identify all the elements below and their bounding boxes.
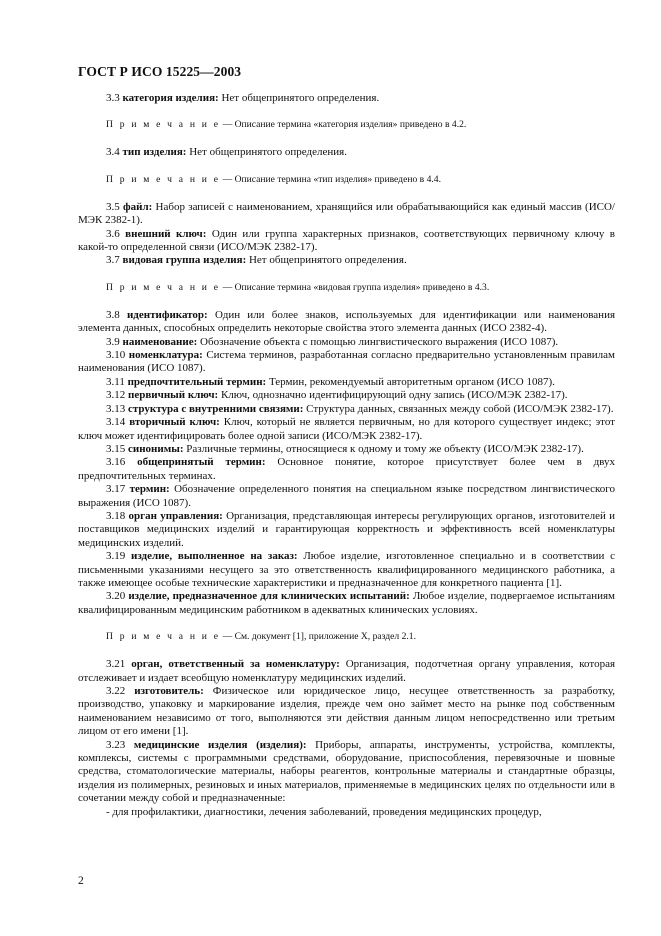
- term-text: Обозначение определенного понятия на специальном языке посредством лингвистического выражения (ИСО 1087).: [78, 483, 616, 509]
- term-number: 3.8: [106, 308, 120, 321]
- term-definition: [78, 389, 615, 402]
- term-name: вторичный ключ:: [129, 416, 220, 429]
- note-label: П р и м е ч а н и е: [106, 173, 221, 185]
- term-number: 3.16: [106, 456, 126, 469]
- term-number: 3.17: [106, 483, 126, 496]
- term-text: Приборы, аппараты, инструменты, устройства, комплекты, комплексы, системы с программными средствами, оборудование, приспособления, перевязочные и шовные средства, стоматологические материалы, наборы реагентов, контрольные материалы и стандартные образцы, изделия из полимерных, резиновых и иных материалов, применяемые в медицинских целях по отдельности или в сочетании между собой и предназначенные:: [78, 738, 616, 805]
- term-definition: [78, 403, 615, 416]
- term-text: Ключ, который не является первичным, но для которого существует индекс; этот ключ может идентифицировать более одной записи (ИСО/МЭК 2382-17).: [78, 416, 615, 442]
- term-definition: [78, 658, 615, 685]
- term-name: тип изделия:: [122, 146, 187, 159]
- term-number: 3.21: [106, 658, 126, 671]
- term-definition: [78, 510, 615, 550]
- note-label: П р и м е ч а н и е: [106, 281, 221, 293]
- term-name: синонимы:: [128, 442, 184, 455]
- term-name: видовая группа изделия:: [122, 254, 247, 267]
- term-text: Набор записей с наименованием, хранящийся или обрабатывающийся как единый массив (ИСО/МЭК 2382-1).: [78, 200, 615, 227]
- term-definition: [78, 376, 615, 389]
- term-text: Различные термины, относящиеся к одному и тому же объекту (ИСО/МЭК 2382-17).: [186, 442, 584, 455]
- term-number: 3.22: [106, 685, 126, 697]
- term-definition: [78, 590, 615, 617]
- term-definition: [78, 336, 615, 349]
- note: [78, 119, 615, 131]
- term-text: Один или группа характерных признаков, соответствующих первичному ключу в какой-то определенной связи (ИСО/МЭК 2382-17).: [78, 227, 615, 254]
- term-definition: [78, 228, 615, 255]
- term-text: Нет общепринятого определения.: [221, 92, 380, 104]
- term-number: 3.11: [106, 375, 125, 388]
- note-text: — См. документ [1], приложение X, раздел 2.1.: [222, 631, 416, 643]
- term-text: Организация, подотчетная органу управления, которая отслеживает и издает всеобщую номенклатуру медицинских изделий.: [78, 658, 616, 684]
- term-number: 3.7: [106, 254, 120, 267]
- term-name: медицинские изделия (изделия):: [133, 738, 307, 751]
- term-name: наименование:: [122, 335, 198, 348]
- term-definition: [78, 483, 615, 510]
- term-name: номенклатура:: [128, 349, 203, 362]
- list-item: - для профилактики, диагностики, лечения заболеваний, проведения медицинских процедур,: [106, 805, 542, 818]
- term-name: орган управления:: [128, 509, 223, 522]
- term-name: первичный ключ:: [128, 389, 219, 402]
- term-name: структура с внутренними связями:: [128, 402, 304, 415]
- term-definition: [78, 739, 615, 806]
- term-definition: [78, 254, 615, 267]
- note-text: — Описание термина «тип изделия» приведено в 4.4.: [222, 173, 441, 185]
- term-definition: [78, 685, 615, 739]
- note: [78, 631, 615, 643]
- term-number: 3.14: [106, 416, 126, 429]
- term-text: Один или более знаков, используемых для идентификации или наименования элемента данных, способных определить некоторые свойства этого элемента данных (ИСО 2382-4).: [78, 308, 616, 335]
- term-definition: [78, 456, 615, 483]
- note-text: — Описание термина «видовая группа изделия» приведено в 4.3.: [222, 281, 490, 293]
- term-number: 3.6: [106, 227, 120, 240]
- term-text: Любое изделие, изготовленное специально и в соответствии с письменными указаниями несущего за это ответственность квалифицированного медицинского работника, а также имеющее особые технические характеристики и предназначенное для конкретного пациента [1].: [78, 550, 615, 589]
- term-definition: [78, 349, 615, 376]
- note: [78, 174, 615, 186]
- term-definition: [78, 416, 615, 443]
- document-body: [78, 92, 615, 819]
- term-number: 3.5: [106, 200, 120, 213]
- term-definition: [78, 443, 615, 456]
- term-text: Нет общепринятого определения.: [248, 254, 407, 267]
- term-name: изделие, предназначенное для клинических испытаний:: [128, 590, 410, 603]
- term-definition: [78, 309, 615, 336]
- term-definition: [78, 201, 615, 228]
- term-name: термин:: [129, 483, 170, 496]
- term-number: 3.4: [106, 146, 120, 159]
- term-name: общепринятый термин:: [137, 456, 266, 469]
- term-text: Ключ, однозначно идентифицирующий одну запись (ИСО/МЭК 2382-17).: [220, 389, 568, 402]
- term-definition: [78, 146, 615, 159]
- term-text: Основное понятие, которое присутствует более чем в двух предпочтительных терминах.: [78, 456, 616, 482]
- term-definition: [78, 550, 615, 590]
- term-name: орган, ответственный за номенклатуру:: [131, 658, 340, 671]
- term-number: 3.12: [106, 389, 126, 402]
- term-text: Организация, представляющая интересы регулирующих органов, изготовителей и поставщиков медицинских изделий и гарантирующая корректность и эффективность всей номенклатуры медицинских изделий.: [78, 509, 615, 549]
- note-label: П р и м е ч а н и е: [106, 631, 221, 643]
- term-name: внешний ключ:: [125, 227, 207, 240]
- note: [78, 282, 615, 294]
- term-number: 3.15: [106, 442, 126, 455]
- term-text: Любое изделие, подвергаемое испытаниям квалифицированным медицинским работником в адекватных клинических условиях.: [78, 590, 616, 616]
- term-name: файл:: [123, 200, 153, 213]
- term-number: 3.20: [106, 590, 126, 603]
- term-name: идентификатор:: [126, 308, 208, 321]
- document-header: ГОСТ Р ИСО 15225—2003: [78, 64, 242, 79]
- term-text: Структура данных, связанных между собой (ИСО/МЭК 2382-17).: [306, 402, 614, 415]
- term-text: Обозначение объекта с помощью лингвистического выражения (ИСО 1087).: [200, 335, 559, 348]
- term-number: 3.19: [106, 550, 126, 563]
- term-number: 3.18: [106, 509, 126, 522]
- term-name: изготовитель:: [134, 685, 204, 697]
- term-number: 3.23: [106, 738, 126, 751]
- term-text: Термин, рекомендуемый авторитетным органом (ИСО 1087).: [268, 375, 555, 388]
- term-number: 3.13: [106, 402, 126, 415]
- term-name: изделие, выполненное на заказ:: [131, 550, 298, 563]
- page-number: 2: [78, 875, 84, 887]
- note-label: П р и м е ч а н и е: [106, 119, 221, 131]
- term-number: 3.10: [106, 349, 126, 362]
- term-text: Нет общепринятого определения.: [189, 146, 347, 159]
- term-name: категория изделия:: [122, 92, 219, 104]
- term-definition: [78, 92, 615, 105]
- term-number: 3.9: [106, 335, 120, 348]
- term-text: Система терминов, разработанная согласно предварительно установленным правилам наименования (ИСО 1087).: [78, 349, 615, 375]
- note-text: — Описание термина «категория изделия» приведено в 4.2.: [222, 119, 467, 131]
- term-name: предпочтительный термин:: [127, 375, 267, 388]
- term-number: 3.3: [106, 92, 120, 104]
- term-text: Физическое или юридическое лицо, несущее ответственность за разработку, производство, упаковку и маркирование изделия, прежде чем оно займет место на рынке под собственным наименованием независимо от того, выполняются эти действия данным лицом непосредственно или третьим лицом от его имени [1].: [78, 685, 616, 738]
